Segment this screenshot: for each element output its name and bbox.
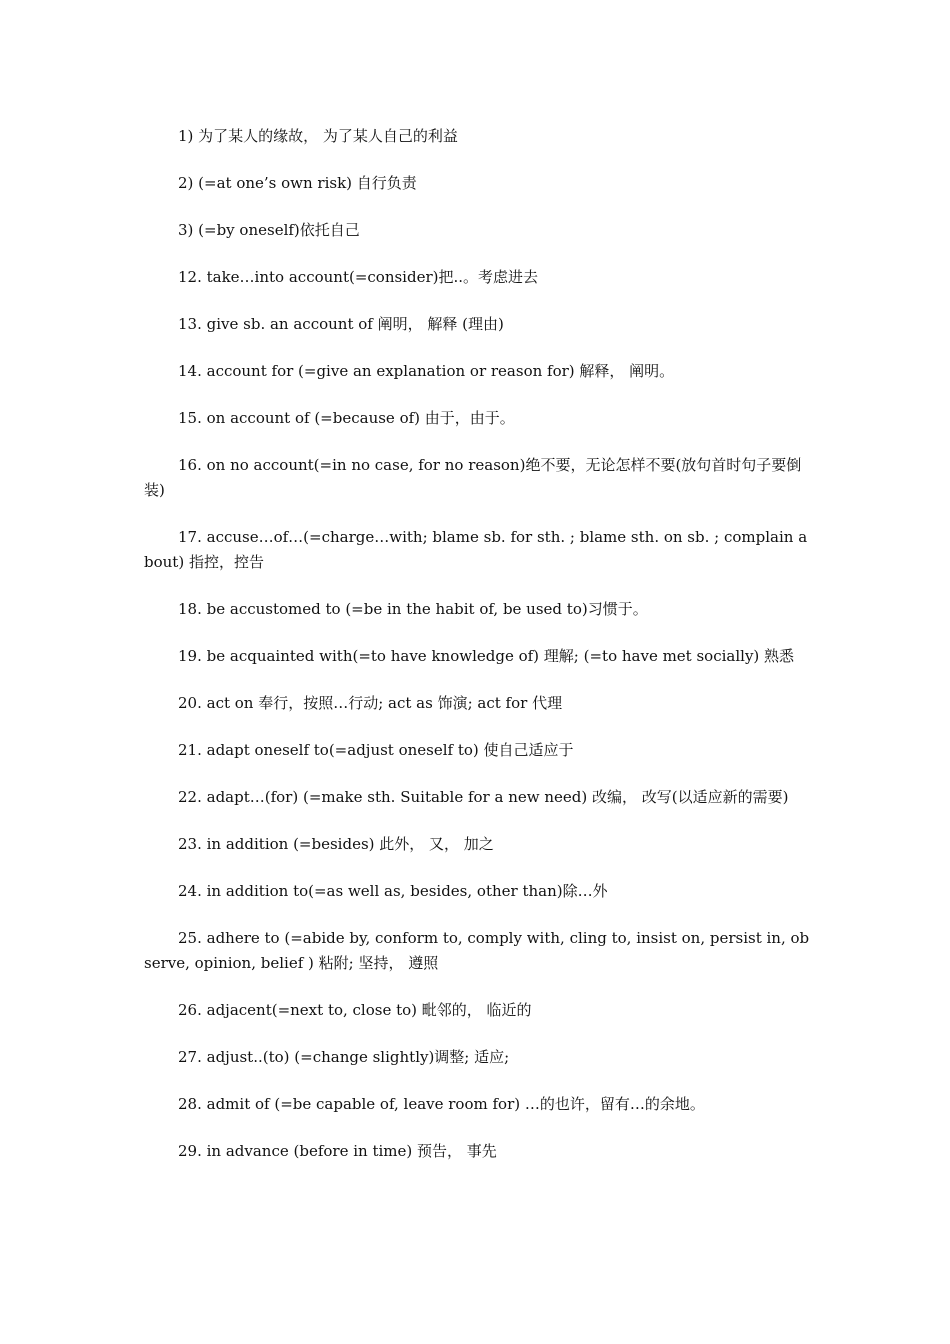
entry-1: 1) 为了某人的缘故， 为了某人自己的利益 bbox=[178, 127, 458, 145]
entry-20: 20. act on 奉行，按照…行动; act as 饰演; act for 代理 bbox=[178, 694, 563, 712]
entry-18: 18. be accustomed to (=be in the habit of, be used to)习惯于。 bbox=[178, 600, 648, 618]
entry-2: 2) (=at one’s own risk) 自行负责 bbox=[178, 174, 417, 192]
entry-22: 22. adapt…(for) (=make sth. Suitable for a new need) 改编， 改写(以适应新的需要) bbox=[178, 788, 789, 806]
entry-15: 15. on account of (=because of) 由于，由于。 bbox=[178, 409, 515, 427]
entry-3: 3) (=by oneself)依托自己 bbox=[178, 221, 360, 239]
entry-24: 24. in addition to(=as well as, besides, other than)除…外 bbox=[178, 882, 608, 900]
entry-13: 13. give sb. an account of 阐明， 解释 (理由) bbox=[178, 315, 504, 333]
entry-25: 25. adhere to (=abide by, conform to, comply with, cling to, insist on, persist in, observe, opinion, belief ) 粘附; 坚持， 遵照 bbox=[144, 929, 810, 972]
entry-27: 27. adjust..(to) (=change slightly)调整; 适应; bbox=[178, 1048, 510, 1066]
entry-23: 23. in addition (=besides) 此外， 又， 加之 bbox=[178, 835, 494, 853]
entry-28: 28. admit of (=be capable of, leave room for) …的也许，留有…的余地。 bbox=[178, 1095, 705, 1113]
entry-17: 17. accuse…of…(=charge…with; blame sb. for sth. ; blame sth. on sb. ; complain about) 指控，控告 bbox=[144, 528, 808, 571]
entry-29: 29. in advance (before in time) 预告， 事先 bbox=[178, 1142, 497, 1160]
entry-14: 14. account for (=give an explanation or reason for) 解释， 阐明。 bbox=[178, 362, 675, 380]
entry-21: 21. adapt oneself to(=adjust oneself to) 使自己适应于 bbox=[178, 741, 574, 759]
entry-16: 16. on no account(=in no case, for no reason)绝不要，无论怎样不要(放句首时句子要倒装) bbox=[144, 456, 802, 499]
entry-26: 26. adjacent(=next to, close to) 毗邻的， 临近的 bbox=[178, 1001, 532, 1019]
entry-12: 12. take…into account(=consider)把..。考虑进去 bbox=[178, 268, 539, 286]
document-body bbox=[144, 124, 812, 1186]
entry-19: 19. be acquainted with(=to have knowledge of) 理解; (=to have met socially) 熟悉 bbox=[178, 647, 795, 665]
